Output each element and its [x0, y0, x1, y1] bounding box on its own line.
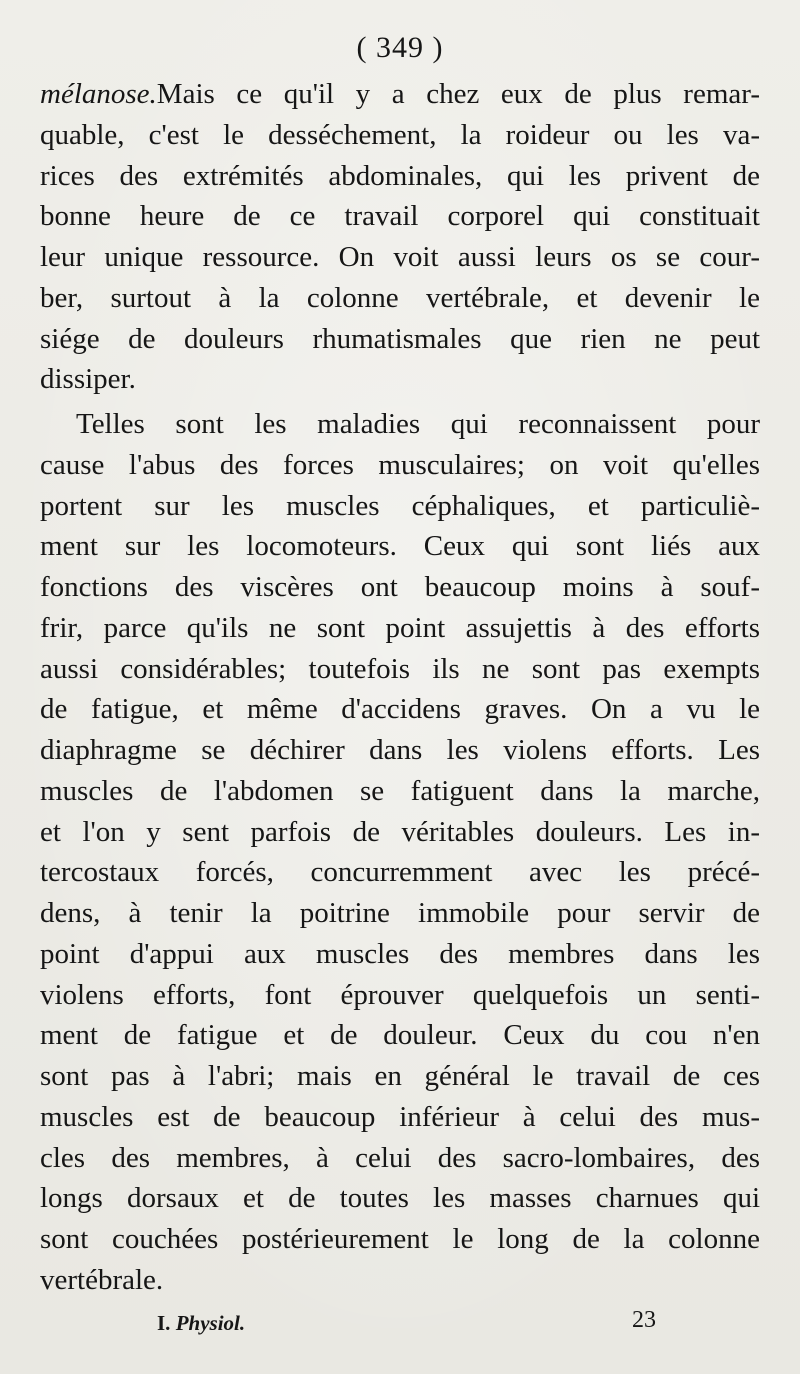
text-line-6: ber, surtout à la colonne vertébrale, et devenir le: [40, 281, 760, 314]
text-line-1-rest: Mais ce qu'il y a chez eux de plus remar-: [156, 78, 760, 110]
text-line-3: rices des extrémités abdominales, qui les privent de: [40, 159, 760, 192]
italic-term: mélanose.: [40, 78, 157, 110]
text-line-21: dens, à tenir la poitrine immobile pour servir de: [40, 897, 760, 929]
text-line-5: leur unique ressource. On voit aussi leurs os se cour-: [40, 241, 760, 273]
text-line-29: sont couchées postérieurement le long de la colonne: [40, 1223, 760, 1255]
text-line-24: ment de fatigue et de douleur. Ceux du cou n'en: [40, 1019, 760, 1052]
text-line-26: muscles est de beaucoup inférieur à celui des mus-: [40, 1100, 760, 1133]
paragraph-2-line-1: Telles sont les maladies qui reconnaissent pour: [76, 408, 760, 440]
text-line-10: cause l'abus des forces musculaires; on voit qu'elles: [40, 448, 760, 481]
text-line-12: ment sur les locomoteurs. Ceux qui sont liés aux: [40, 530, 760, 563]
text-line-7: siége de douleurs rhumatismales que rien ne peut: [40, 322, 760, 355]
printer-signature: [157, 1308, 245, 1338]
text-line-22: point d'appui aux muscles des membres dans les: [40, 937, 760, 970]
text-line-23: violens efforts, font éprouver quelquefois un senti-: [40, 978, 760, 1011]
text-line-17: diaphragme se déchirer dans les violens efforts. Les: [40, 734, 760, 766]
text-line-15: aussi considérables; toutefois ils ne sont pas exempts: [40, 652, 760, 685]
text-line-30: vertébrale.: [40, 1263, 164, 1296]
body-text: [40, 74, 760, 1301]
text-line-14: frir, parce qu'ils ne sont point assujettis à des efforts: [40, 611, 760, 644]
text-line-25: sont pas à l'abri; mais en général le travail de ces: [40, 1060, 760, 1092]
signature-text: Physiol.: [175, 1311, 246, 1335]
text-line-18: muscles de l'abdomen se fatiguent dans la marche,: [40, 774, 760, 807]
text-line-27: cles des membres, à celui des sacro-lombaires, des: [40, 1141, 760, 1174]
text-line-4: bonne heure de ce travail corporel qui constituait: [40, 200, 760, 233]
text-line-20: tercostaux forcés, concurremment avec les précé-: [40, 856, 760, 889]
text-line-8: dissiper.: [40, 363, 136, 396]
text-line-1: [40, 74, 760, 115]
text-line-16: de fatigue, et même d'accidens graves. On a vu le: [40, 693, 760, 726]
text-line-13: fonctions des viscères ont beaucoup moins à souf-: [40, 571, 760, 603]
text-line-2: quable, c'est le desséchement, la roideur ou les va-: [40, 118, 760, 151]
text-line-19: et l'on y sent parfois de véritables douleurs. Les in-: [40, 815, 760, 848]
text-line-28: longs dorsaux et de toutes les masses charnues qui: [40, 1182, 760, 1215]
text-line-11: portent sur les muscles céphaliques, et particuliè-: [40, 489, 760, 522]
gathering-number: 23: [632, 1307, 656, 1333]
page-number: ( 349 ): [356, 31, 444, 64]
signature-number: I.: [157, 1311, 171, 1335]
